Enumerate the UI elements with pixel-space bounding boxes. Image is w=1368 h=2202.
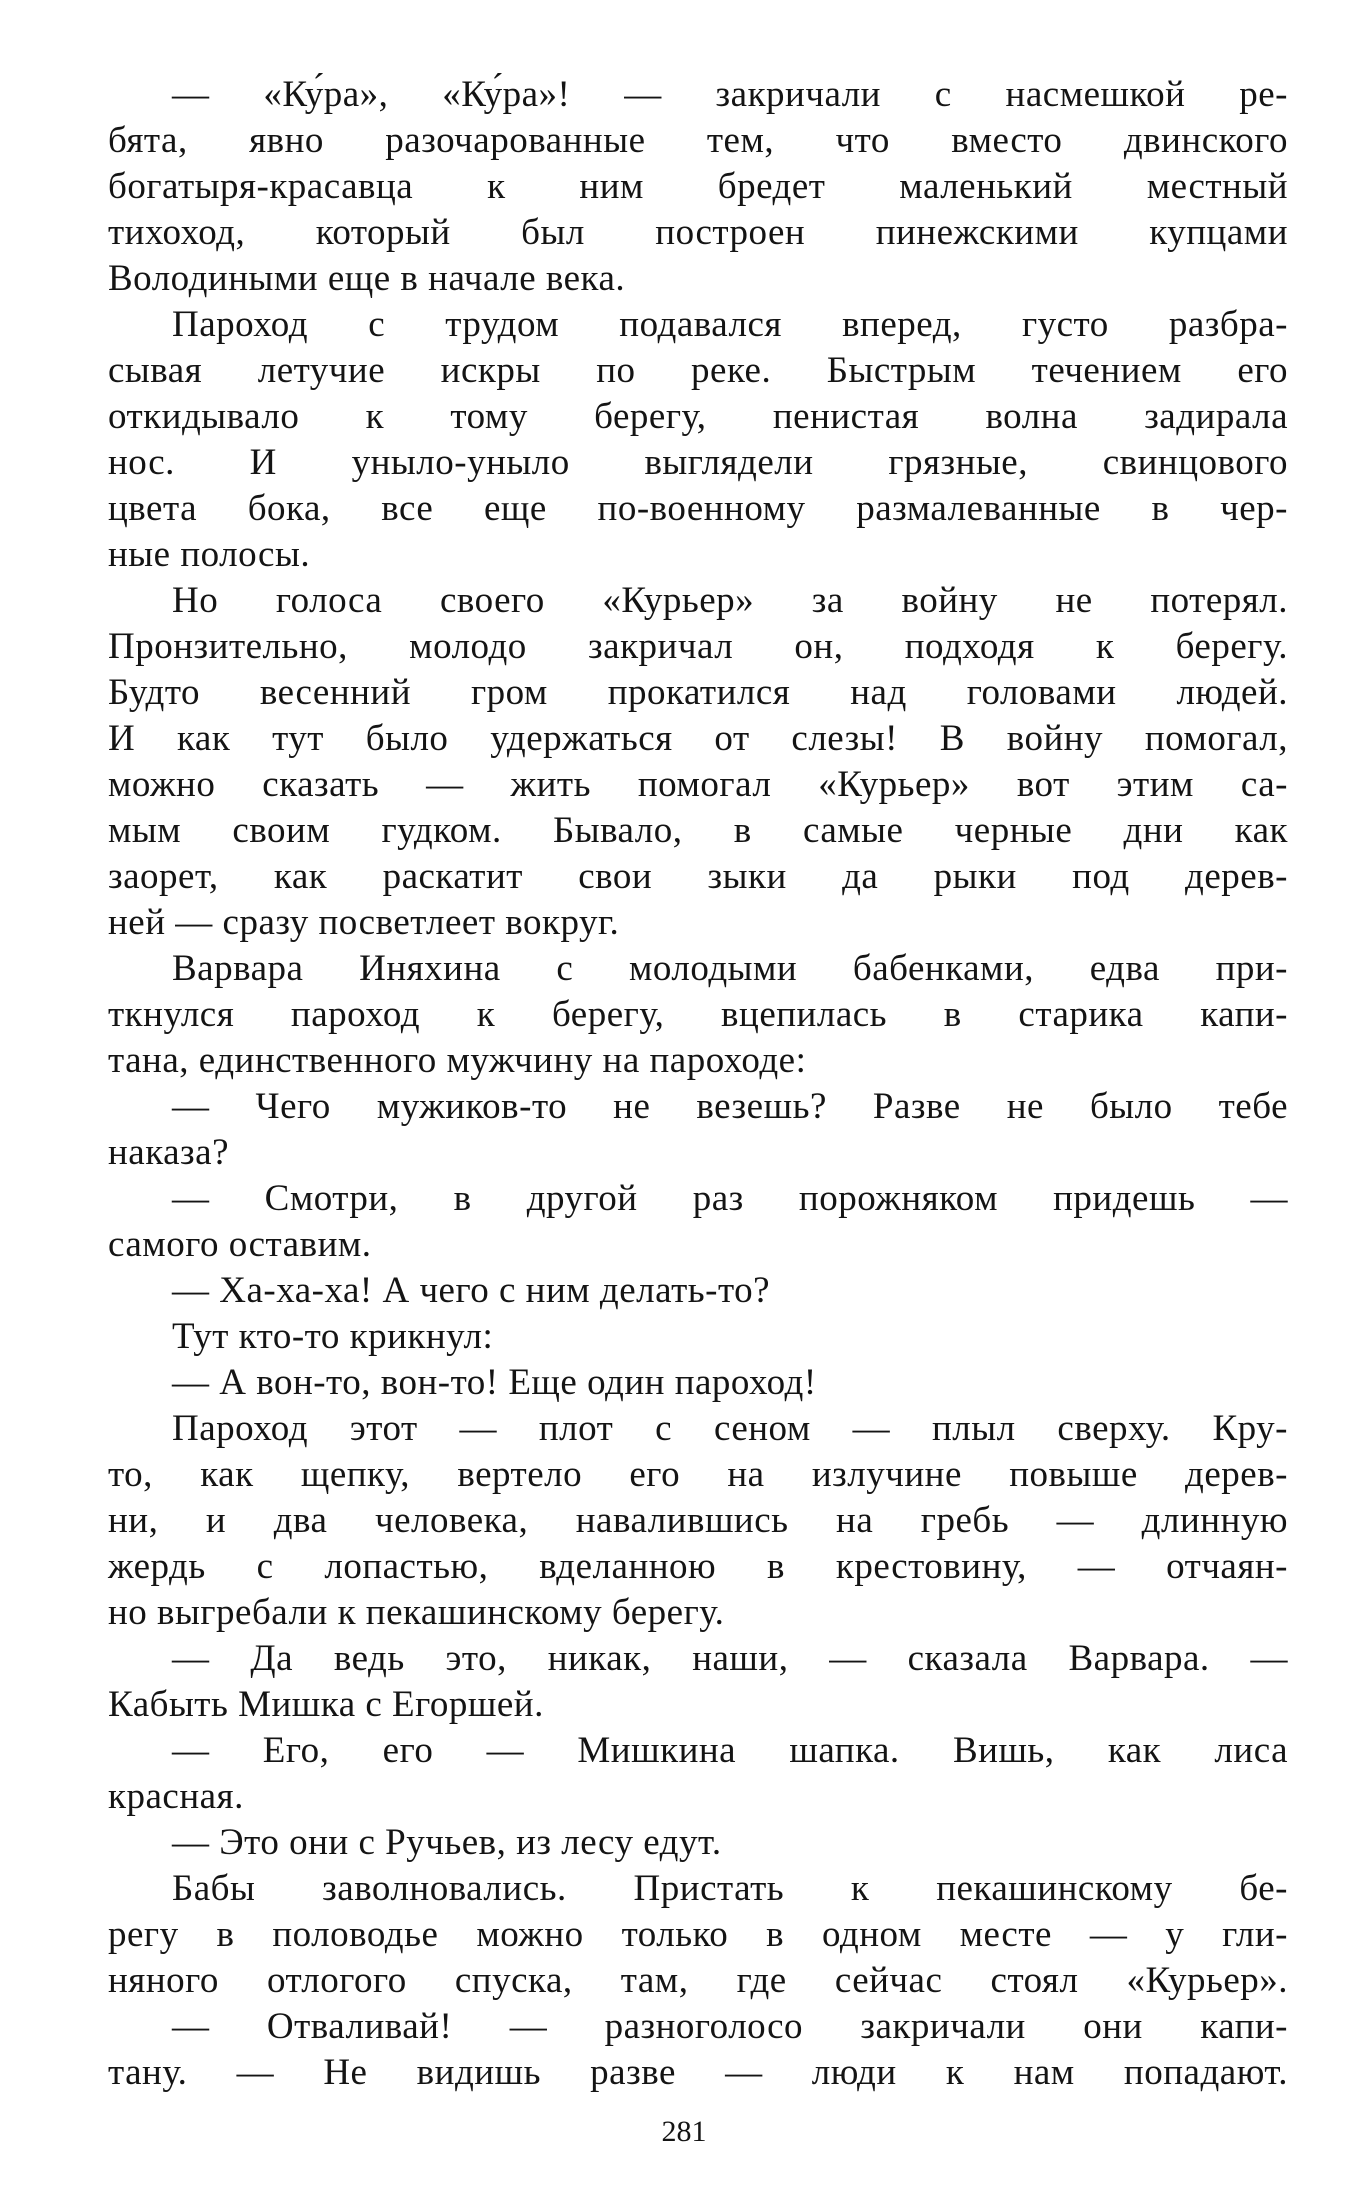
text-line: — Отваливай! — разноголосо закричали они капи- <box>172 2006 1288 2047</box>
text-line: Варвара Иняхина с молодыми бабенками, едва при- <box>172 948 1288 989</box>
text-line: красная. <box>108 1776 244 1817</box>
text-line: тану. — Не видишь разве — люди к нам попадают. <box>108 2052 1288 2093</box>
text-line: — Да ведь это, никак, наши, — сказала Варвара. — <box>172 1638 1288 1679</box>
text-line: Пароход с трудом подавался вперед, густо разбра- <box>172 304 1288 345</box>
text-line: няного отлогого спуска, там, где сейчас стоял «Курьер». <box>108 1960 1288 2001</box>
text-line: то, как щепку, вертело его на излучине повыше дерев- <box>108 1454 1288 1495</box>
text-line: ни, и два человека, навалившись на гребь — длинную <box>108 1500 1288 1541</box>
text-line: Бабы заволновались. Пристать к пекашинскому бе- <box>172 1868 1288 1909</box>
text-line: Пронзительно, молодо закричал он, подходя к берегу. <box>108 626 1288 667</box>
text-line: Тут кто-то крикнул: <box>172 1316 494 1357</box>
text-line: Кабыть Мишка с Егоршей. <box>108 1684 544 1725</box>
text-line: ткнулся пароход к берегу, вцепилась в старика капи- <box>108 994 1288 1035</box>
text-line: жердь с лопастью, вделанною в крестовину, — отчаян- <box>108 1546 1288 1587</box>
text-line: — Его, его — Мишкина шапка. Вишь, как лиса <box>172 1730 1288 1771</box>
text-line: но выгребали к пекашинскому берегу. <box>108 1592 725 1633</box>
text-line: регу в половодье можно только в одном месте — у гли- <box>108 1914 1288 1955</box>
text-line: — Чего мужиков-то не везешь? Разве не было тебе <box>172 1086 1288 1127</box>
book-page-text <box>108 72 1288 2096</box>
text-line: наказа? <box>108 1132 230 1173</box>
text-line: цвета бока, все еще по-военному размалеванные в чер- <box>108 488 1288 529</box>
text-line: — А вон-то, вон-то! Еще один пароход! <box>172 1362 817 1403</box>
text-line: откидывало к тому берегу, пенистая волна задирала <box>108 396 1288 437</box>
text-line: Будто весенний гром прокатился над головами людей. <box>108 672 1288 713</box>
text-line: заорет, как раскатит свои зыки да рыки под дерев- <box>108 856 1288 897</box>
text-line: ней — сразу посветлеет вокруг. <box>108 902 620 943</box>
text-line: богатыря-красавца к ним бредет маленький местный <box>108 166 1288 207</box>
text-line: — «Ку́ра», «Ку́ра»! — закричали с насмешкой ре- <box>172 74 1288 115</box>
text-line: самого оставим. <box>108 1224 372 1265</box>
text-line: тана, единственного мужчину на пароходе: <box>108 1040 807 1081</box>
text-line: И как тут было удержаться от слезы! В войну помогал, <box>108 718 1288 759</box>
text-line: Володиными еще в начале века. <box>108 258 626 299</box>
text-line: мым своим гудком. Бывало, в самые черные дни как <box>108 810 1288 851</box>
text-line: тихоход, который был построен пинежскими купцами <box>108 212 1288 253</box>
text-line: — Ха-ха-ха! А чего с ним делать-то? <box>172 1270 771 1311</box>
text-line: можно сказать — жить помогал «Курьер» вот этим са- <box>108 764 1288 805</box>
page-number: 281 <box>661 2115 707 2148</box>
text-line: — Смотри, в другой раз порожняком придешь — <box>172 1178 1288 1219</box>
text-line: бята, явно разочарованные тем, что вместо двинского <box>108 120 1288 161</box>
text-line: нос. И уныло-уныло выглядели грязные, свинцового <box>108 442 1288 483</box>
text-line: Но голоса своего «Курьер» за войну не потерял. <box>172 580 1288 621</box>
text-line: ные полосы. <box>108 534 311 575</box>
text-line: — Это они с Ручьев, из лесу едут. <box>172 1822 722 1863</box>
text-line: сывая летучие искры по реке. Быстрым течением его <box>108 350 1288 391</box>
text-line: Пароход этот — плот с сеном — плыл сверху. Кру- <box>172 1408 1288 1449</box>
